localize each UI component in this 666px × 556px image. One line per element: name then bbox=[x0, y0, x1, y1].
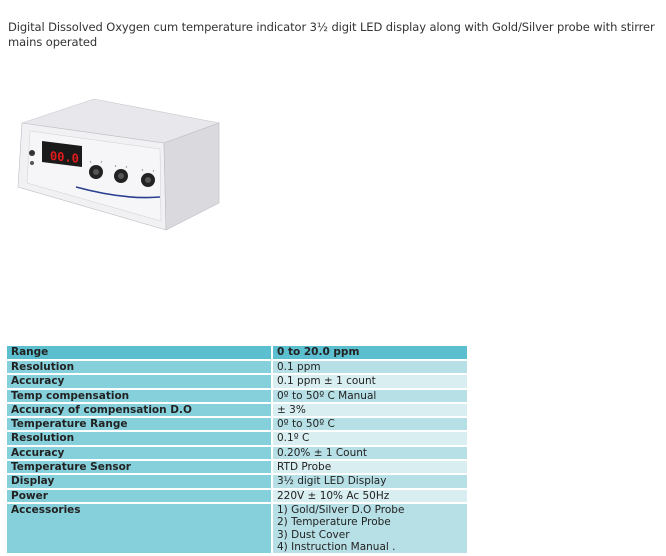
product-image bbox=[14, 95, 224, 235]
spec-label: Accessories bbox=[7, 504, 271, 553]
spec-label: Display bbox=[7, 475, 271, 487]
table-row bbox=[7, 475, 467, 487]
spec-label: Resolution bbox=[7, 361, 271, 373]
spec-label: Accuracy bbox=[7, 447, 271, 459]
table-row bbox=[7, 432, 467, 444]
table-row bbox=[7, 404, 467, 416]
knob-middle-icon bbox=[114, 169, 128, 183]
table-row bbox=[7, 375, 467, 387]
accessory-item: 4) Instruction Manual . bbox=[277, 540, 396, 553]
spec-value: 0.1 ppm bbox=[273, 361, 467, 373]
accessory-item: 1) Gold/Silver D.O Probe bbox=[277, 503, 405, 516]
knob-right-icon bbox=[141, 173, 155, 187]
spec-value: 0.1 ppm ± 1 count bbox=[273, 375, 467, 387]
spec-value: 220V ± 10% Ac 50Hz bbox=[273, 490, 467, 502]
table-row bbox=[7, 447, 467, 459]
spec-label: Temp compensation bbox=[7, 390, 271, 402]
spec-value: 0.20% ± 1 Count bbox=[273, 447, 467, 459]
accessory-item: 2) Temperature Probe bbox=[277, 516, 391, 529]
spec-label: Temperature Sensor bbox=[7, 461, 271, 473]
table-row bbox=[7, 504, 467, 553]
spec-value: 0º to 50º C Manual bbox=[273, 390, 467, 402]
spec-label: Range bbox=[7, 346, 271, 359]
table-row bbox=[7, 390, 467, 402]
spec-value: RTD Probe bbox=[273, 461, 467, 473]
table-row bbox=[7, 361, 467, 373]
accessories-list bbox=[273, 504, 467, 553]
spec-value: 3½ digit LED Display bbox=[273, 475, 467, 487]
table-header-row bbox=[7, 346, 467, 359]
table-row bbox=[7, 461, 467, 473]
product-description: Digital Dissolved Oxygen cum temperature indicator 3½ digit LED display along with Gold/Silver probe with stirrer mains operated bbox=[8, 20, 655, 49]
accessory-item: 3) Dust Cover bbox=[277, 528, 350, 541]
specifications-table bbox=[5, 344, 469, 555]
spec-label: Accuracy of compensation D.O bbox=[7, 404, 271, 416]
spec-value: 0.1º C bbox=[273, 432, 467, 444]
spec-label: Power bbox=[7, 490, 271, 502]
spec-label: Resolution bbox=[7, 432, 271, 444]
table-row bbox=[7, 418, 467, 430]
spec-label: Accuracy bbox=[7, 375, 271, 387]
led-digits: 00.0 bbox=[50, 148, 79, 166]
spec-value: ± 3% bbox=[273, 404, 467, 416]
spec-label: Temperature Range bbox=[7, 418, 271, 430]
spec-value: 0º to 50º C bbox=[273, 418, 467, 430]
table-row bbox=[7, 490, 467, 502]
spec-value: 0 to 20.0 ppm bbox=[273, 346, 467, 359]
knob-left-icon bbox=[89, 165, 103, 179]
